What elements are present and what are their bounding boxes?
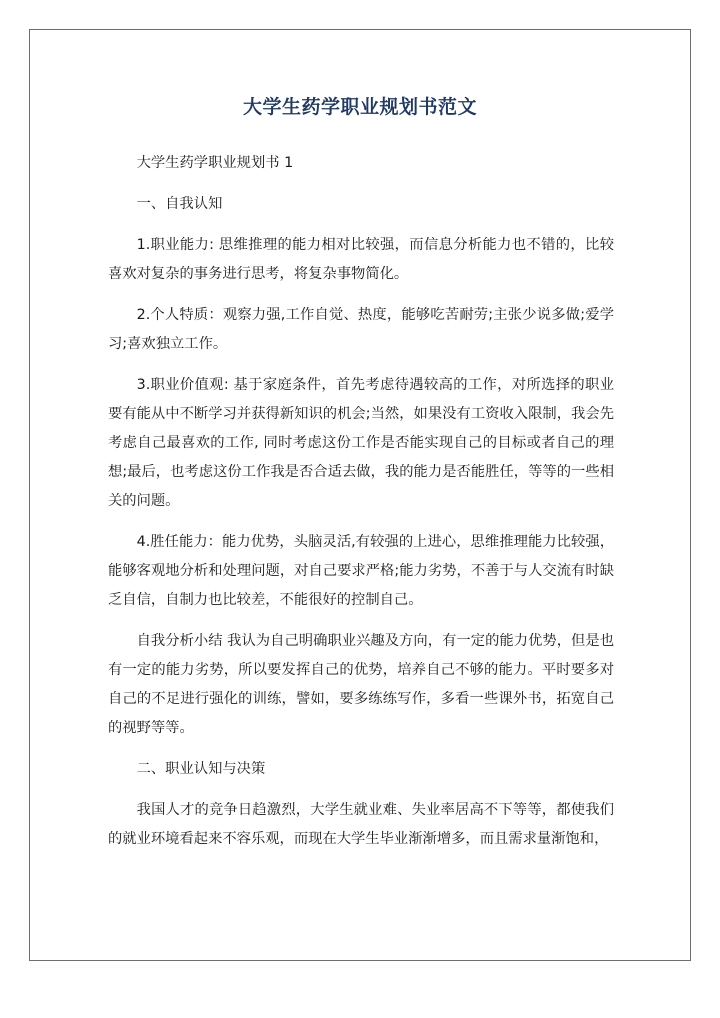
paragraph-self-analysis-summary: 自我分析小结 我认为自己明确职业兴趣及方向，有一定的能力优势，但是也有一定的能力劣势，所以要发挥自己的优势，培养自己不够的能力。平时要多对自己的不足进行强化的训练，譬如，要多练练写作，多看一些课外书，拓宽自己的视野等等。: [108, 633, 614, 736]
paragraph-talent-competition: 我国人才的竞争日趋激烈，大学生就业难、失业率居高不下等等，都使我们的就业环境看起来不容乐观，而现在大学生毕业渐渐增多，而且需求量渐饱和，: [108, 802, 614, 847]
section-heading-career-decision: 二、职业认知与决策: [136, 761, 266, 777]
paragraph-competency: 4.胜任能力：能力优势，头脑灵活,有较强的上进心，思维推理能力比较强，能够客观地分析和处理问题，对自己要求严格;能力劣势，不善于与人交流有时缺乏自信，自制力也比较差，不能很好的控制自己。: [108, 534, 614, 608]
paragraph-career-ability: 1.职业能力: 思维推理的能力相对比较强，而信息分析能力也不错的，比较喜欢对复杂的事务进行思考，将复杂事物简化。: [108, 237, 614, 282]
section-title-plan-1: 大学生药学职业规划书 1: [136, 155, 294, 171]
document-title: 大学生药学职业规划书范文: [242, 96, 477, 118]
document-body: [108, 149, 614, 866]
paragraph-personal-traits: 2.个人特质：观察力强,工作自觉、热度，能够吃苦耐劳;主张少说多做;爱学习;喜欢独立工作。: [108, 307, 614, 352]
section-heading-self-awareness: 一、自我认知: [136, 196, 223, 212]
paragraph-career-values: 3.职业价值观: 基于家庭条件，首先考虑待遇较高的工作，对所选择的职业要有能从中不断学习并获得新知识的机会;当然，如果没有工资收入限制，我会先考虑自己最喜欢的工作, 同时考虑这份工作是否能实现自己的目标或者自己的理想;最后，也考虑这份工作我是否合适去做，我的能力是否能胜任，等等的一些相关的问题。: [108, 377, 614, 509]
